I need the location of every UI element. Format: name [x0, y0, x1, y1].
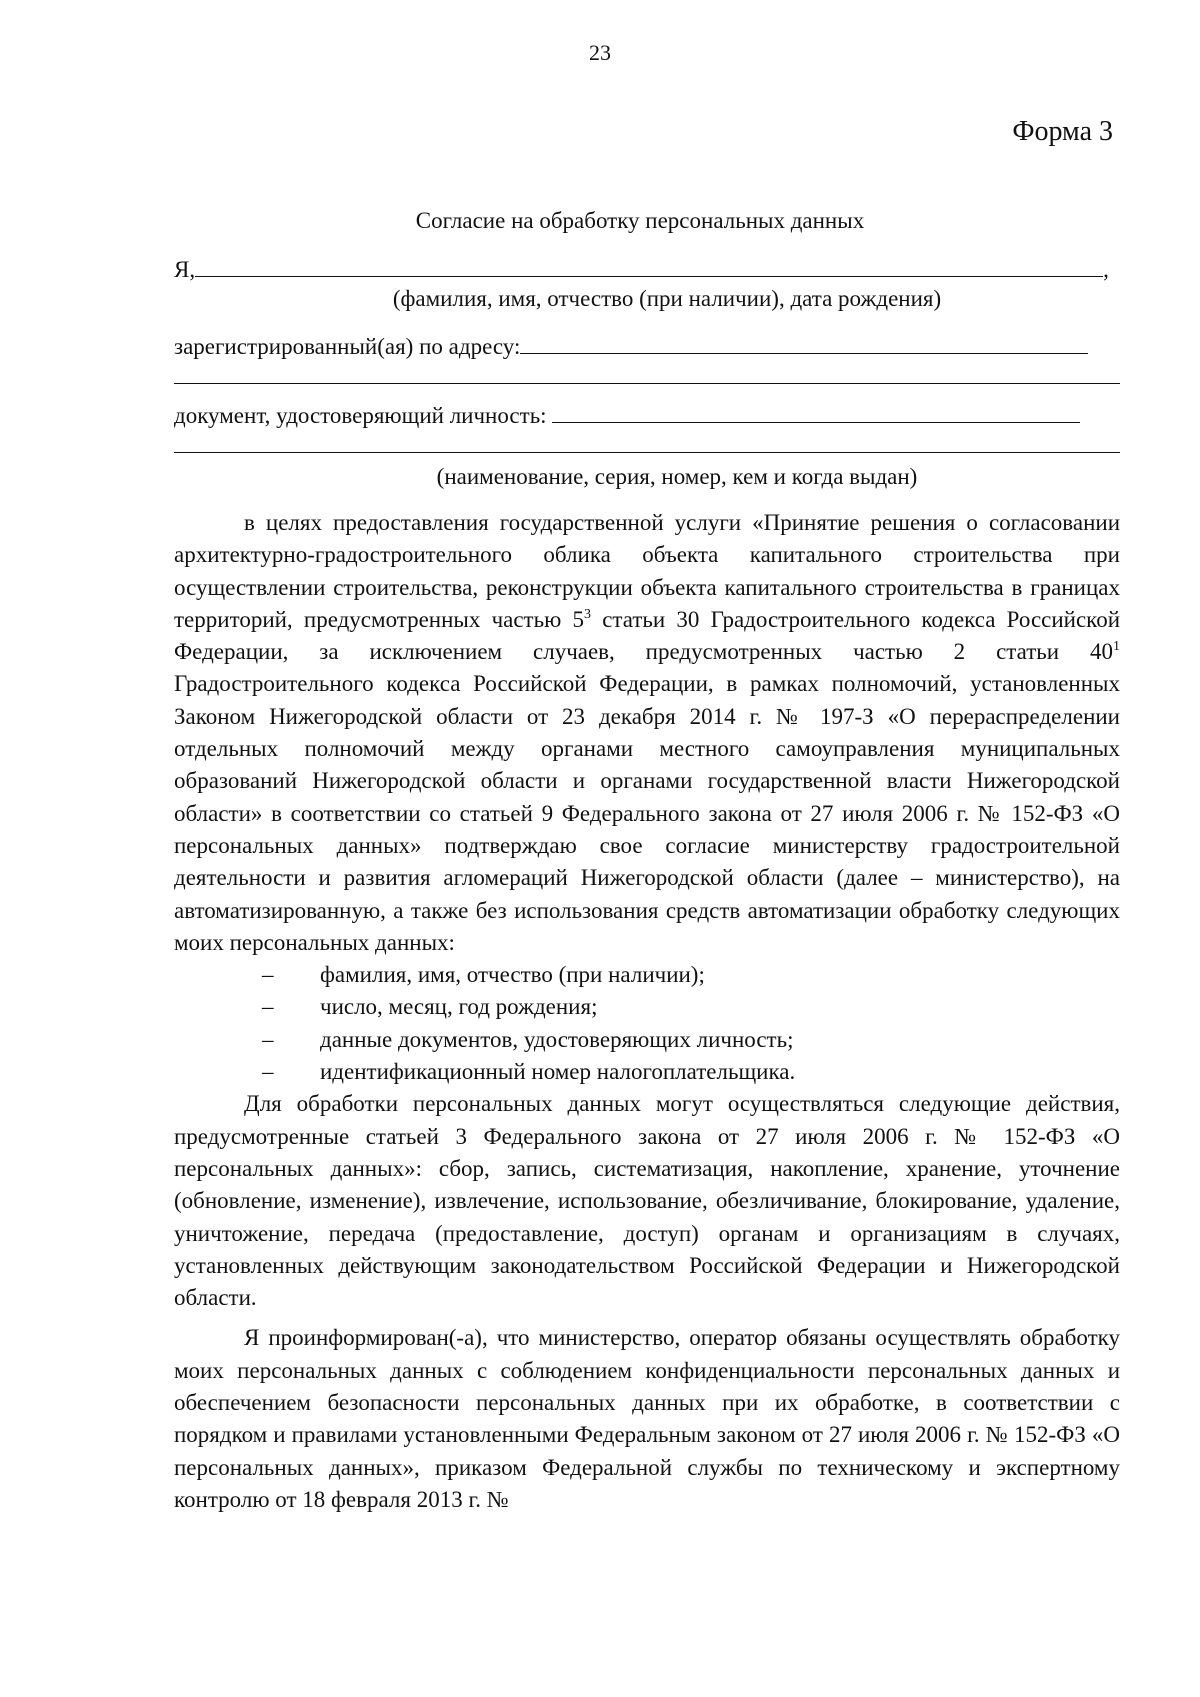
form-label: Форма 3 [1012, 116, 1113, 147]
address-field-label: зарегистрированный(ая) по адресу: [174, 334, 521, 359]
document-field-label: документ, удостоверяющий личность: [174, 403, 547, 428]
name-field-trailing: , [1103, 257, 1109, 282]
address-field-line[interactable] [520, 327, 1088, 354]
page-number: 23 [589, 40, 611, 65]
list-item: – идентификационный номер налогоплательщика. [262, 1059, 796, 1085]
personal-data-list [174, 959, 1120, 1088]
name-field-row [174, 250, 1120, 283]
document-title: Согласие на обработку персональных данных [415, 208, 865, 233]
document-field-line-2[interactable] [174, 452, 1120, 453]
informed-paragraph: Я проинформирован(-а), что министерство, оператор обязаны осуществлять обработку моих персональных данных с соблюдением конфиденциальности персональных данных и обеспечением безопасности персональных данных при их обработке, в соответствии с порядком и правилами установленными Федеральным законом от 27 июля 2006 г. № 152-ФЗ «О персональных данных», приказом Федеральной службы по техническому и экспертному контролю от 18 февраля 2013 г. № [174, 1325, 1120, 1512]
address-field-row [174, 327, 1120, 360]
consent-paragraph: в целях предоставления государственной услуги «Принятие решения о согласовании архитектурно-градостроительного облика объекта капитального строительства при осуществлении строительства, реконструкции объекта капитального строительства в границах территорий, предусмотренных частью $5^3$ статьи 30 Градостроительного кодекса Российской Федерации, за исключением случаев, предусмотренных частью 2 статьи $40^1$ Градостроительного кодекса Российской Федерации, в рамках полномочий, установленных Законом Нижегородской области от 23 декабря 2014 г. № 197-З «О перераспределении отдельных полномочий между органами местного самоуправления муниципальных образований Нижегородской области и органами государственной власти Нижегородской области» в соответствии со статьей 9 Федерального закона от 27 июля 2006 г. № 152-ФЗ «О персональных данных» подтверждаю свое согласие министерству градостроительной деятельности и развития агломераций Нижегородской области (далее – министерство), на автоматизированную, а также без использования средств автоматизации обработку следующих моих персональных данных: [174, 510, 1120, 955]
actions-paragraph: Для обработки персональных данных могут осуществляться следующие действия, предусмотренные статьей 3 Федерального закона от 27 июля 2006 г. № 152-ФЗ «О персональных данных»: сбор, запись, систематизация, накопление, хранение, уточнение (обновление, изменение), извлечение, использование, обезличивание, блокирование, удаление, уничтожение, передача (предоставление, доступ) органам и организациям в случаях, установленных действующим законодательством Российской Федерации и Нижегородской области. [174, 1091, 1120, 1311]
document-field-caption: (наименование, серия, номер, кем и когда выдан) [436, 464, 918, 489]
address-field-line-2[interactable] [174, 383, 1120, 384]
list-item: – данные документов, удостоверяющих личность; [262, 1026, 794, 1052]
document-field-line[interactable] [552, 396, 1080, 423]
list-item: – фамилия, имя, отчество (при наличии); [262, 962, 705, 988]
name-field-line[interactable] [195, 250, 1103, 277]
document-field-row [174, 396, 1120, 429]
consent-body [174, 507, 1120, 1516]
list-item: – число, месяц, год рождения; [262, 994, 598, 1020]
name-field-label: Я, [174, 257, 196, 282]
name-field-caption: (фамилия, имя, отчество (при наличии), дата рождения) [392, 286, 942, 311]
